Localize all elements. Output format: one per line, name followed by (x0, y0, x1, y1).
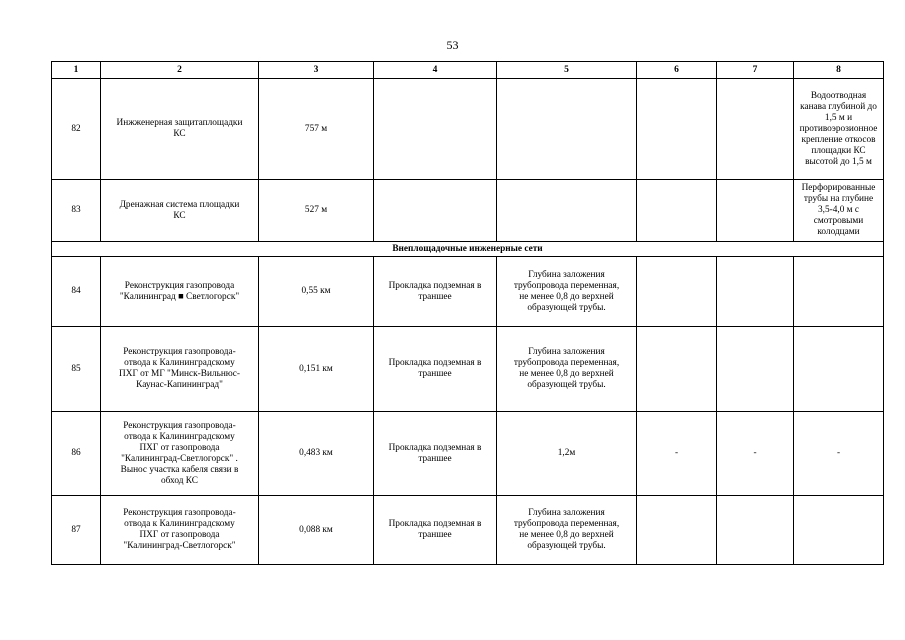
depth-info: 1,2м (497, 412, 637, 496)
row-number: 85 (52, 327, 101, 412)
cell-col6: - (637, 412, 717, 496)
depth-info (497, 79, 637, 180)
laying-method: Прокладка подземная в траншее (374, 257, 497, 327)
object-name: Инжженерная защитаплощадки КС (101, 79, 259, 180)
object-name: Реконструкция газопровода "Калининград ■ Светлогорск" (101, 257, 259, 327)
note: - (794, 412, 884, 496)
laying-method: Прокладка подземная в траншее (374, 496, 497, 565)
length-value: 757 м (259, 79, 374, 180)
row-number: 83 (52, 180, 101, 242)
table-row (52, 257, 884, 327)
header-row (52, 62, 884, 79)
table-row (52, 79, 884, 180)
object-name: Дренажная система площадки КС (101, 180, 259, 242)
cell-col6 (637, 180, 717, 242)
laying-method (374, 180, 497, 242)
depth-info: Глубина заложения трубопровода переменная, не менее 0,8 до верхней образующей трубы. (497, 257, 637, 327)
object-name: Реконструкция газопровода- отвода к Калининградскому ПХГ от МГ "Минск-Вильнюс- Каунас-Капининград" (101, 327, 259, 412)
cell-col6 (637, 257, 717, 327)
column-header: 1 (52, 62, 101, 79)
row-number: 82 (52, 79, 101, 180)
object-name: Реконструкция газопровода- отвода к Калининградскому ПХГ от газопровода "Калининград-Светлогорск" . Вынос участка кабеля связи в обход КС (101, 412, 259, 496)
laying-method: Прокладка подземная в траншее (374, 412, 497, 496)
cell-col6 (637, 327, 717, 412)
laying-method: Прокладка подземная в траншее (374, 327, 497, 412)
laying-method (374, 79, 497, 180)
cell-col7 (717, 79, 794, 180)
column-header: 5 (497, 62, 637, 79)
cell-col7 (717, 180, 794, 242)
column-header: 2 (101, 62, 259, 79)
cell-col7: - (717, 412, 794, 496)
length-value: 527 м (259, 180, 374, 242)
depth-info: Глубина заложения трубопровода переменная, не менее 0,8 до верхней образующей трубы. (497, 327, 637, 412)
cell-col6 (637, 79, 717, 180)
table-row (52, 327, 884, 412)
column-header: 4 (374, 62, 497, 79)
note (794, 496, 884, 565)
note (794, 257, 884, 327)
column-header: 7 (717, 62, 794, 79)
note: Водоотводная канава глубиной до 1,5 м и противоэрозионное крепление откосов площадки КС высотой до 1,5 м (794, 79, 884, 180)
column-header: 3 (259, 62, 374, 79)
section-title: Внеплощадочные инженерные сети (52, 242, 884, 257)
length-value: 0,55 км (259, 257, 374, 327)
length-value: 0,483 км (259, 412, 374, 496)
row-number: 86 (52, 412, 101, 496)
cell-col7 (717, 496, 794, 565)
length-value: 0,088 км (259, 496, 374, 565)
note (794, 327, 884, 412)
data-table (51, 61, 884, 565)
column-header: 8 (794, 62, 884, 79)
cell-col6 (637, 496, 717, 565)
cell-col7 (717, 257, 794, 327)
note: Перфорированные трубы на глубине 3,5-4,0 м с смотровыми колодцами (794, 180, 884, 242)
section-row (52, 242, 884, 257)
column-header: 6 (637, 62, 717, 79)
table-row (52, 180, 884, 242)
table-row (52, 496, 884, 565)
object-name: Реконструкция газопровода- отвода к Калининградскому ПХГ от газопровода "Калининград-Светлогорск" (101, 496, 259, 565)
page-number: 53 (446, 38, 459, 52)
row-number: 84 (52, 257, 101, 327)
row-number: 87 (52, 496, 101, 565)
depth-info: Глубина заложения трубопровода переменная, не менее 0,8 до верхней образующей трубы. (497, 496, 637, 565)
table-row (52, 412, 884, 496)
length-value: 0,151 км (259, 327, 374, 412)
cell-col7 (717, 327, 794, 412)
depth-info (497, 180, 637, 242)
